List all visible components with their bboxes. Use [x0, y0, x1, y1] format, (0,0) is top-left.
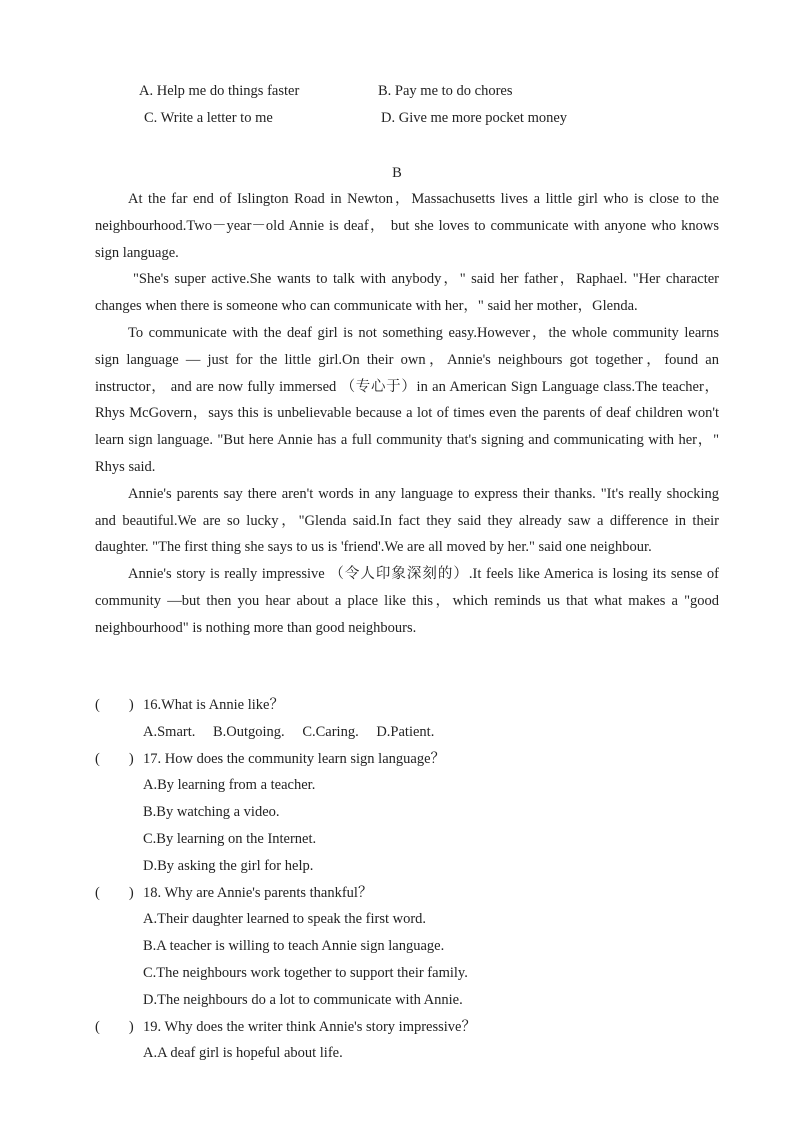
choice-c: C.By learning on the Internet.: [143, 830, 317, 847]
question-stem: 18. Why are Annie's parents thankful？: [143, 884, 373, 901]
question-16-options: [95, 719, 719, 746]
choice-a: A.Smart.: [143, 723, 196, 740]
choice-a: A.Their daughter learned to speak the first word.: [143, 911, 427, 928]
choice-d: D.The neighbours do a lot to communicate with Annie.: [143, 991, 463, 1008]
choice-c: C.Caring.: [302, 723, 359, 740]
option-b: B. Pay me to do chores: [378, 83, 513, 99]
choice-b: B.Outgoing.: [212, 723, 285, 740]
option-a: A. Help me do things faster: [139, 83, 300, 99]
passage-paragraph: At the far end of Islington Road in Newton，Massachusetts lives a little girl who is close to the neighbourhood.Two－year－old Annie is deaf， but she loves to communicate with anyone who knows sign language.: [95, 191, 719, 261]
choice-b: B.By watching a video.: [143, 804, 280, 821]
choice-d: D.By asking the girl for help.: [143, 857, 314, 874]
choice-c: C.The neighbours work together to support their family.: [143, 964, 468, 981]
choice-d: D.Patient.: [376, 723, 435, 740]
reading-passage: [95, 186, 719, 642]
question-18: [95, 880, 719, 907]
question-19: [95, 1014, 719, 1041]
answer-blank[interactable]: ( ): [95, 697, 134, 713]
question-stem: 17. How does the community learn sign language？: [143, 750, 446, 767]
question-16: [95, 692, 719, 719]
question-17: [95, 746, 719, 773]
answer-blank[interactable]: ( ): [95, 1018, 134, 1035]
answer-blank[interactable]: ( ): [95, 750, 134, 767]
question-stem: 19. Why does the writer think Annie's story impressive？: [143, 1018, 476, 1035]
option-c: C. Write a letter to me: [144, 110, 273, 126]
passage-paragraph: Annie's parents say there aren't words in any language to express their thanks. "It's really shocking and beautiful.We are so lucky，"Glenda said.In fact they said they already saw a difference in their daughter. "The first thing she says to us is 'friend'.We are all moved by her." said one neighbour.: [95, 485, 719, 556]
choice-b: B.A teacher is willing to teach Annie sign language.: [143, 938, 445, 955]
question-list: [95, 692, 719, 1067]
question-stem: 16.What is Annie like？: [143, 697, 284, 713]
passage-paragraph: To communicate with the deaf girl is not something easy.However，the whole community learns sign language — just for the little girl.On their own，Annie's neighbours got together，found an instructor， and are now fully immersed （专心于）in an American Sign Language class.The teacher，Rhys McGovern，says this is unbelievable because a lot of times even the parents of deaf children won't learn sign language. "But here Annie has a full community that's signing and communicating with her，" Rhys said.: [95, 324, 719, 475]
choice-a: A.By learning from a teacher.: [143, 777, 316, 794]
passage-paragraph: Annie's story is really impressive （令人印象深刻的）.It feels like America is losing its sense of community —but then you hear about a place like this，which reminds us that what makes a "good neighbourhood" is nothing more than good neighbours.: [95, 566, 719, 636]
passage-paragraph: "She's super active.She wants to talk with anybody，" said her father，Raphael. "Her character changes when there is someone who can communicate with her，" said her mother，Glenda.: [95, 271, 719, 315]
section-title: B: [392, 165, 402, 181]
answer-blank[interactable]: ( ): [95, 884, 134, 901]
choice-a: A.A deaf girl is hopeful about life.: [143, 1045, 343, 1062]
option-d: D. Give me more pocket money: [381, 110, 568, 126]
